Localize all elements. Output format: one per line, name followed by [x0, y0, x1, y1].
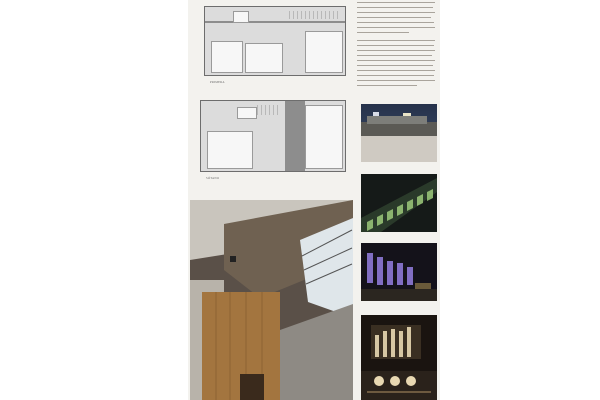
floor-plan-lower — [200, 100, 346, 172]
article-paragraph-2 — [357, 40, 435, 90]
plan-stair — [289, 11, 339, 19]
article-text-column — [357, 2, 435, 94]
plan-room — [245, 43, 283, 73]
plan-caption-upper: PRIMERA — [210, 80, 225, 84]
plan-wall — [205, 21, 345, 23]
night-facade-green-photo — [361, 174, 437, 232]
plan-room — [207, 131, 253, 169]
plan-stair — [257, 105, 281, 115]
article-paragraph-1-text — [357, 2, 435, 6]
plan-room — [211, 41, 243, 73]
night-facade-violet-photo — [361, 243, 437, 301]
interior-photo — [190, 200, 353, 400]
plan-room — [305, 105, 343, 169]
article-paragraph-2-text — [357, 40, 435, 46]
plan-room — [237, 107, 257, 119]
interior-photo-illustration — [190, 200, 353, 400]
plan-wall — [285, 101, 305, 171]
night-facade-warm-photo — [361, 315, 437, 400]
plan-room — [233, 11, 249, 23]
article-paragraph-1 — [357, 2, 435, 37]
plan-caption-lower: SÓTANO — [206, 176, 220, 180]
facade-dusk-photo — [361, 104, 437, 162]
floor-plan-upper — [204, 6, 346, 76]
plan-room — [305, 31, 343, 73]
